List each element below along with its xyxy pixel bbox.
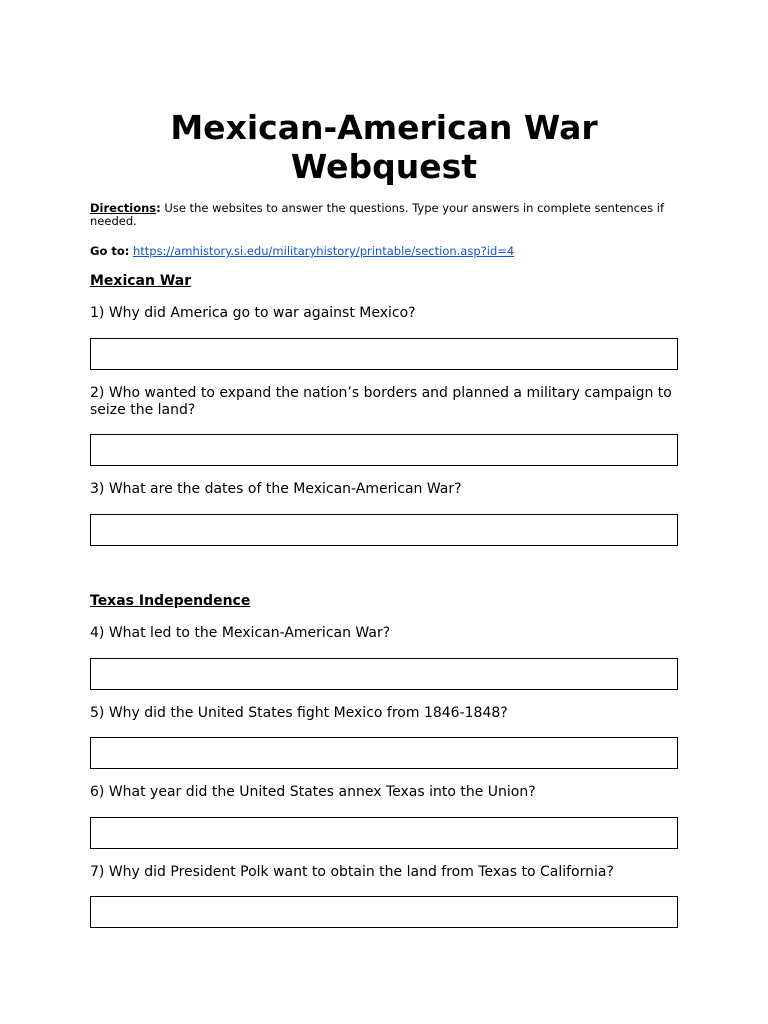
section-heading-mexican-war: Mexican War (90, 273, 192, 289)
question-1: 1) Why did America go to war against Mexico? (90, 305, 416, 321)
question-4: 4) What led to the Mexican-American War? (90, 625, 391, 641)
directions (90, 202, 680, 228)
answer-box-2[interactable] (90, 434, 678, 466)
question-5: 5) Why did the United States fight Mexico from 1846-1848? (90, 705, 508, 721)
answer-box-3[interactable] (90, 514, 678, 546)
answer-box-5[interactable] (90, 737, 678, 769)
answer-box-4[interactable] (90, 658, 678, 690)
question-3: 3) What are the dates of the Mexican-American War? (90, 481, 462, 497)
section-heading-texas-independence: Texas Independence (90, 593, 251, 609)
question-6: 6) What year did the United States annex Texas into the Union? (90, 784, 536, 800)
title-line-2: Webquest (290, 147, 478, 186)
title-line-1: Mexican-American War (170, 108, 598, 147)
source-link[interactable]: https://amhistory.si.edu/militaryhistory/printable/section.asp?id=4 (133, 244, 515, 258)
answer-box-6[interactable] (90, 817, 678, 849)
directions-label: Directions (90, 201, 157, 215)
goto-label: Go to: (90, 244, 130, 258)
answer-box-7[interactable] (90, 896, 678, 928)
question-7: 7) Why did President Polk want to obtain the land from Texas to California? (90, 864, 614, 880)
page-title (90, 108, 678, 186)
directions-colon: : (156, 201, 161, 215)
answer-box-1[interactable] (90, 338, 678, 370)
directions-text: Use the websites to answer the questions. Type your answers in complete sentences if needed. (90, 201, 664, 228)
goto-line (90, 244, 514, 258)
question-2: 2) Who wanted to expand the nation’s borders and planned a military campaign to seize the land? (90, 385, 672, 418)
